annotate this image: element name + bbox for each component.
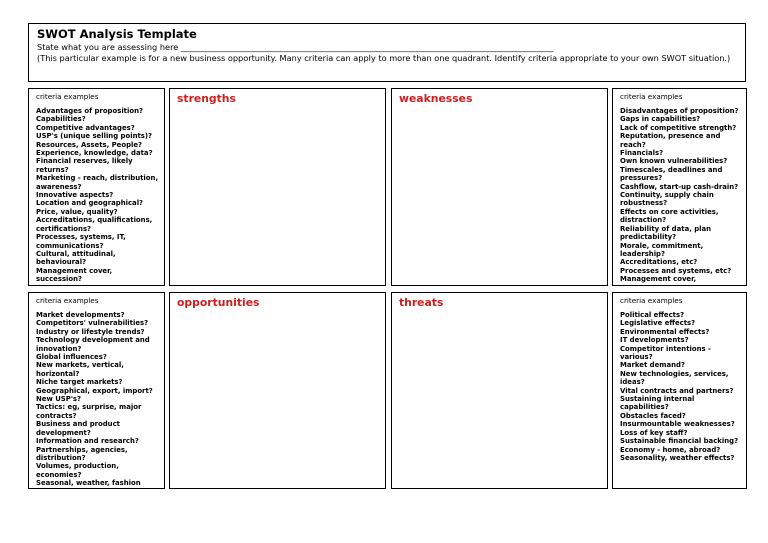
criteria-item: Competitive advantages? (36, 123, 135, 132)
criteria-item: Partnerships, agencies, distribution? (36, 445, 128, 462)
template-header (28, 23, 746, 82)
criteria-item: Resources, Assets, People? (36, 140, 143, 149)
opportunities-heading: opportunities (177, 296, 260, 309)
criteria-label: criteria examples (36, 92, 99, 101)
criteria-item: Volumes, production, economies? (36, 462, 119, 479)
criteria-item: Accreditations, qualifications, certifications? (36, 216, 153, 233)
criteria-item: Processes and systems, etc? (620, 266, 732, 275)
threats-criteria-list (620, 311, 746, 462)
criteria-item: Sustainable financial backing? (620, 437, 739, 446)
page-title: SWOT Analysis Template (37, 27, 197, 41)
criteria-item: Geographical, export, import? (36, 386, 153, 395)
criteria-item: Information and research? (36, 437, 139, 446)
criteria-label: criteria examples (620, 296, 683, 305)
criteria-item: Financial reserves, likely returns? (36, 157, 133, 174)
criteria-item: Tactics: eg, surprise, major contracts? (36, 403, 142, 420)
instruction-note: (This particular example is for a new business opportunity. Many criteria can apply to more than one quadrant. Identify criteria appropriate to your own SWOT situation.) (37, 53, 731, 63)
criteria-item: New technologies, services, ideas? (620, 369, 729, 387)
opportunities-criteria-list (36, 311, 164, 488)
strengths-criteria-list (36, 107, 164, 284)
criteria-item: Accreditations, etc? (620, 258, 698, 267)
criteria-item: Morale, commitment, leadership? (620, 241, 704, 258)
criteria-item: Gaps in capabilities? (620, 115, 701, 124)
criteria-item: New markets, vertical, horizontal? (36, 361, 124, 378)
criteria-label: criteria examples (620, 92, 683, 101)
criteria-item: Timescales, deadlines and pressures? (620, 165, 723, 183)
criteria-item: Niche target markets? (36, 378, 123, 387)
criteria-label: criteria examples (36, 296, 99, 305)
criteria-item: Continuity, supply chain robustness? (620, 191, 714, 208)
criteria-item: Insurmountable weaknesses? (620, 420, 735, 429)
criteria-item: Cultural, attitudinal, behavioural? (36, 249, 116, 267)
criteria-item: Marketing - reach, distribution, awareness? (36, 174, 159, 191)
opportunities-quadrant (169, 292, 386, 489)
opportunities-criteria-box (28, 292, 165, 489)
criteria-item: Global influences? (36, 353, 107, 362)
criteria-item: Advantages of proposition? (36, 107, 143, 115)
criteria-item: Loss of key staff? (620, 428, 688, 437)
criteria-item: Reputation, presence and reach? (620, 132, 721, 149)
criteria-item: Business and product development? (36, 420, 120, 437)
criteria-item: Competitors' vulnerabilities? (36, 319, 149, 328)
criteria-item: Market demand? (620, 361, 685, 370)
criteria-item: Financials? (620, 149, 664, 158)
weaknesses-criteria-list (620, 107, 746, 284)
criteria-item: Vital contracts and partners? (620, 386, 734, 395)
criteria-item: Management cover, succession? (36, 266, 113, 284)
criteria-item: Economy - home, abroad? (620, 445, 721, 454)
criteria-item: Seasonal, weather, fashion (36, 479, 141, 488)
criteria-item: Own known vulnerabilities? (620, 157, 728, 166)
criteria-item: Seasonality, weather effects? (620, 453, 735, 462)
criteria-item: Legislative effects? (620, 319, 696, 328)
criteria-item: Location and geographical? (36, 199, 144, 208)
weaknesses-criteria-box (612, 88, 747, 286)
threats-quadrant (391, 292, 608, 489)
strengths-criteria-box (28, 88, 165, 286)
weaknesses-quadrant (391, 88, 608, 286)
criteria-item: Competitor intentions - various? (620, 344, 711, 362)
strengths-quadrant (169, 88, 386, 286)
criteria-item: Effects on core activities, distraction? (620, 207, 719, 225)
criteria-item: New USP's? (36, 395, 82, 404)
criteria-item: Environmental effects? (620, 327, 710, 336)
threats-heading: threats (399, 296, 444, 309)
criteria-item: IT developments? (620, 336, 689, 345)
criteria-item: Sustaining internal capabilities? (620, 395, 695, 412)
criteria-item: Reliability of data, plan predictability? (620, 224, 712, 242)
criteria-item: Cashflow, start-up cash-drain? (620, 182, 739, 191)
criteria-item: Processes, systems, IT, communications? (36, 233, 126, 250)
criteria-item: Innovative aspects? (36, 191, 114, 200)
criteria-item: Obstacles faced? (620, 411, 686, 420)
criteria-item: Market developments? (36, 311, 125, 319)
threats-criteria-box (612, 292, 747, 489)
criteria-item: Lack of competitive strength? (620, 123, 737, 132)
criteria-item: Capabilities? (36, 115, 86, 124)
criteria-item: Management cover, (620, 275, 697, 284)
assess-line: State what you are assessing here ___________________________________________________________________________________________ (37, 42, 554, 52)
criteria-item: Political effects? (620, 311, 685, 319)
criteria-item: Experience, knowledge, data? (36, 149, 153, 158)
criteria-item: Industry or lifestyle trends? (36, 327, 145, 336)
weaknesses-heading: weaknesses (399, 92, 473, 105)
criteria-item: Technology development and innovation? (36, 336, 150, 353)
criteria-item: USP's (unique selling points)? (36, 132, 153, 141)
criteria-item: Disadvantages of proposition? (620, 107, 739, 115)
criteria-item: Price, value, quality? (36, 207, 118, 216)
strengths-heading: strengths (177, 92, 236, 105)
